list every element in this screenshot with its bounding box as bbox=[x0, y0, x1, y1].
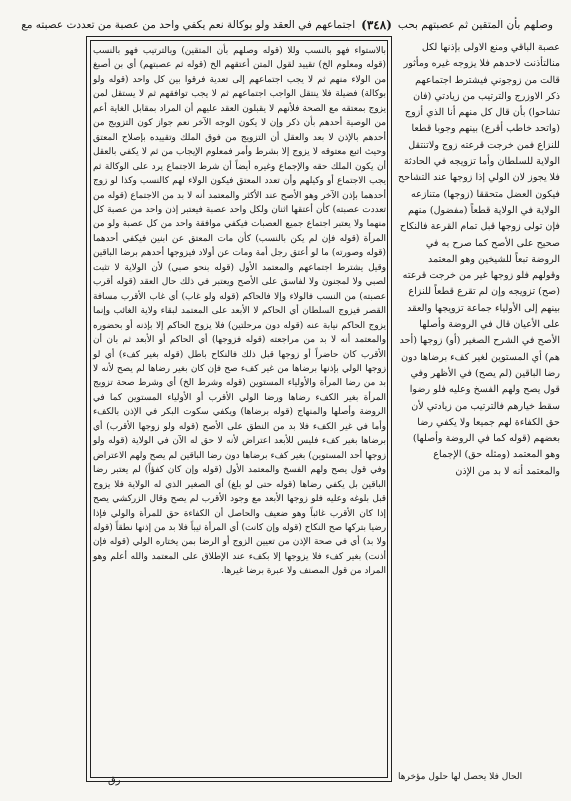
page-number: (٣٤٨) bbox=[361, 18, 392, 32]
header-left-text: اجتماعهم في العقد ولو بوكالة نعم يكفي واحد من عصبة من تعددت عصبته مع bbox=[21, 19, 356, 31]
running-header bbox=[21, 14, 553, 36]
main-text-block bbox=[93, 44, 386, 772]
main-text: بالاستواء فهو بالنسب وللا (قوله وصلهم بأن المتقين) وبالترتيب فهو بالنسب (قوله ومعلوم الخ) تقييد لقول المتن أعتقهم الخ (قوله ثم عصبتهم) أي بن أصبغ من الولاء منهم ثم لا يجب اجتماعهم إلى تعدية فرقوا بين كل واحد (قوله ولو بوكالة) فضيلة فلا ينتقل الواجب اجتماعهم ثم لا يجب توافقهم ثم لا يستقل لمن يزوج بمعتقه مع الصحة فلأنهم لا يقبلون العقد عليهم أن المراد بمقابل الغاية أعم من الوصية أحدهم بأن ذكر وإن لا يكون الوجه الآخر نعم جواز كون التزويج من أحدهم بالإذن لا بعد والعقل أن التزويج من فوق الملك وتقييده بإصلاح المعتق وحيث اتبع معتوقه لا يزوج إلا بشرط وأمر فمعلوم الإيجاب من ثم لا يكفي بالعقل أن يكون الملك حقه والإجماع وغيره أيضاً أن شرط الاجتماع يرد على الوكالة ثم يجب الاجتماع أو وكيلهم وأن تعدد المعتق فيكون الولاء لهم كالنسب وكذا لو زوج أحدهما بإذن الآخر وهو الأصح عند الأكثر والمعتمد أنه لا بد من الاجتماع (قوله من تعددت عصبته) كأن أعتقها اثنان ولكل واحد عصبة فيعتبر إذن واحد من عصبة كل منهما ولا يعتبر اجتماع جميع العصبات فيكفي موافقة واحد من كل عصبة ولو من المرأة (قوله فإن لم يكن بالنسب) كأن مات المعتق عن ابنين فيكفي أحدهما (قوله وصورته) ما لو أعتق رجل أمة ومات عن أولاد فيزوجها أحدهم برضا الباقين وقيل يشترط اجتماعهم والمعتمد الأول (قوله بنحو صبي) لأن الولاية لا تثبت لصبي ولا لمجنون ولا لفاسق على الأصح ويعتبر في ذلك حال العقد (قوله أقرب عصبته) من النسب فالولاء وإلا فالحاكم (قوله ولو غاب) أي غاب الأقرب مسافة القصر فيزوج السلطان أي الحاكم لا الأبعد على المعتمد لبقاء ولاية الغائب وإنما يزوج الحاكم نيابة عنه (قوله دون مرحلتين) فلا يزوج الحاكم إلا بإذنه أو بحضوره والمعتمد أنه لا بد من مراجعته (قوله فزوجها) أي الحاكم أو الأبعد ثم بان أن الأقرب كان حاضراً أو زوجها قبل ذلك فالنكاح باطل (قوله بغير كفء) أي لو زوجها الولي بإذنها برضاها من غير كفء صح فإن كان بغير رضاها لم يصح لأنه لا بد من رضا المرأة والأولياء المستوين (قوله وشرط الخ) أي وشرط صحة تزويج المرأة بغير الكفء رضاها ورضا الولي الأقرب أو الأولياء المستوين كما في الروضة وأصلها والمنهاج (قوله برضاها) ويكفي سكوت البكر في الإذن بالكفء وأما في غير الكفء فلا بد من النطق على الأصح (قوله ولو زوجها الأقرب) أي برضاها بغير كفء فليس للأبعد اعتراض لأنه لا حق له الآن في الولاية (قوله ولو زوجها أحد المستوين) بغير كفء برضاها دون رضا الباقين لم يصح ولهم الاعتراض وفي قول يصح ولهم الفسخ والمعتمد الأول (قوله وإن كان كفؤاً) لم يعتبر رضا الباقين بل يكفي رضاها (قوله حتى لو بلغ) أي الصغير الذي له الولاية فلا يزوج قبل بلوغه وعليه فلو زوجها الأبعد مع وجود الأقرب لم يصح وقال الزركشي يصح إذا كان الأقرب غائباً وهو ضعيف والحاصل أن الكفاءة حق للمرأة والولي فإذا رضيا بتركها صح النكاح (قوله وإن كانت) أي المرأة ثيباً فلا بد من إذنها نطقاً (قوله ولا بد) أي في صحة الإذن من تعيين الزوج أو الرضا بمن يختاره الولي (قوله فإن أذنت) بغير كفء فلا يزوجها إلا بكفء عند الإطلاق على المعتمد والله أعلم وهو المراد من قول المصنف ولا عبرة برضا غيرها. bbox=[93, 46, 386, 577]
margin-commentary bbox=[398, 40, 560, 710]
margin-text: عصبة الباقي ومنع الاولى بإذنها لكل منالتأذنت لاحدهم فلا يزوجه غيره ومأثور قالت من زوجوني فيشترط اجتماعهم ذكر الاوزرج والترتيب من زيادتي (فان تشاحوا) بأن قال كل منهم أنا الذي أزوج (واتحد خاطب أقرع) بينهم وجوبا قطعا للنزاع فمن خرجت قرعته زوج ولاتنتقل الولاية للسلطان وأما تزويجه في الحادثة فلا يجوز لان الولي إذا زوجها عند التشاحح فيكون العضل متحققا (زوجها) متنازعه الولاية في الولاية قطعاً (مفضول) منهم فإن تولى زوجها قبل تمام القرعة فالنكاح صحيح على الأصح كما صرح به في الروضة تبعاً للشيخين وهو المعتمد وقولهم فلو زوجها غير من خرجت قرعته (صح) تزويجه وإن لم تقرع قطعاً للنزاع بينهم إلى الأولياء جماعة تزويجها والعقد على الأعيان قال في الروضة وأصلها الأصح في الشرح الصغير (أو) زوجها (أحد هم) أي المستوين لغير كفء برضاها دون رضا الباقين (لم يصح) في الأظهر وفي قول يصح ولهم الفسخ وعليه فلو رضوا سقط خيارهم فالترتيب من زيادتي لأن حق الكفاءة لهم جميعا ولا يكفي رضا بعضهم (قوله كما في الروضة وأصلها) وهو المعتمد (ومثله حق) الإجماع والمعتمد أنه لا بد من الإذن bbox=[398, 42, 560, 477]
signature-mark: رق bbox=[108, 775, 121, 786]
catchword: الحال فلا يحصل لها حلول مؤخرها bbox=[398, 772, 523, 782]
header-right-text: وصلهم بأن المتقين ثم عصبتهم بحب bbox=[397, 19, 553, 31]
